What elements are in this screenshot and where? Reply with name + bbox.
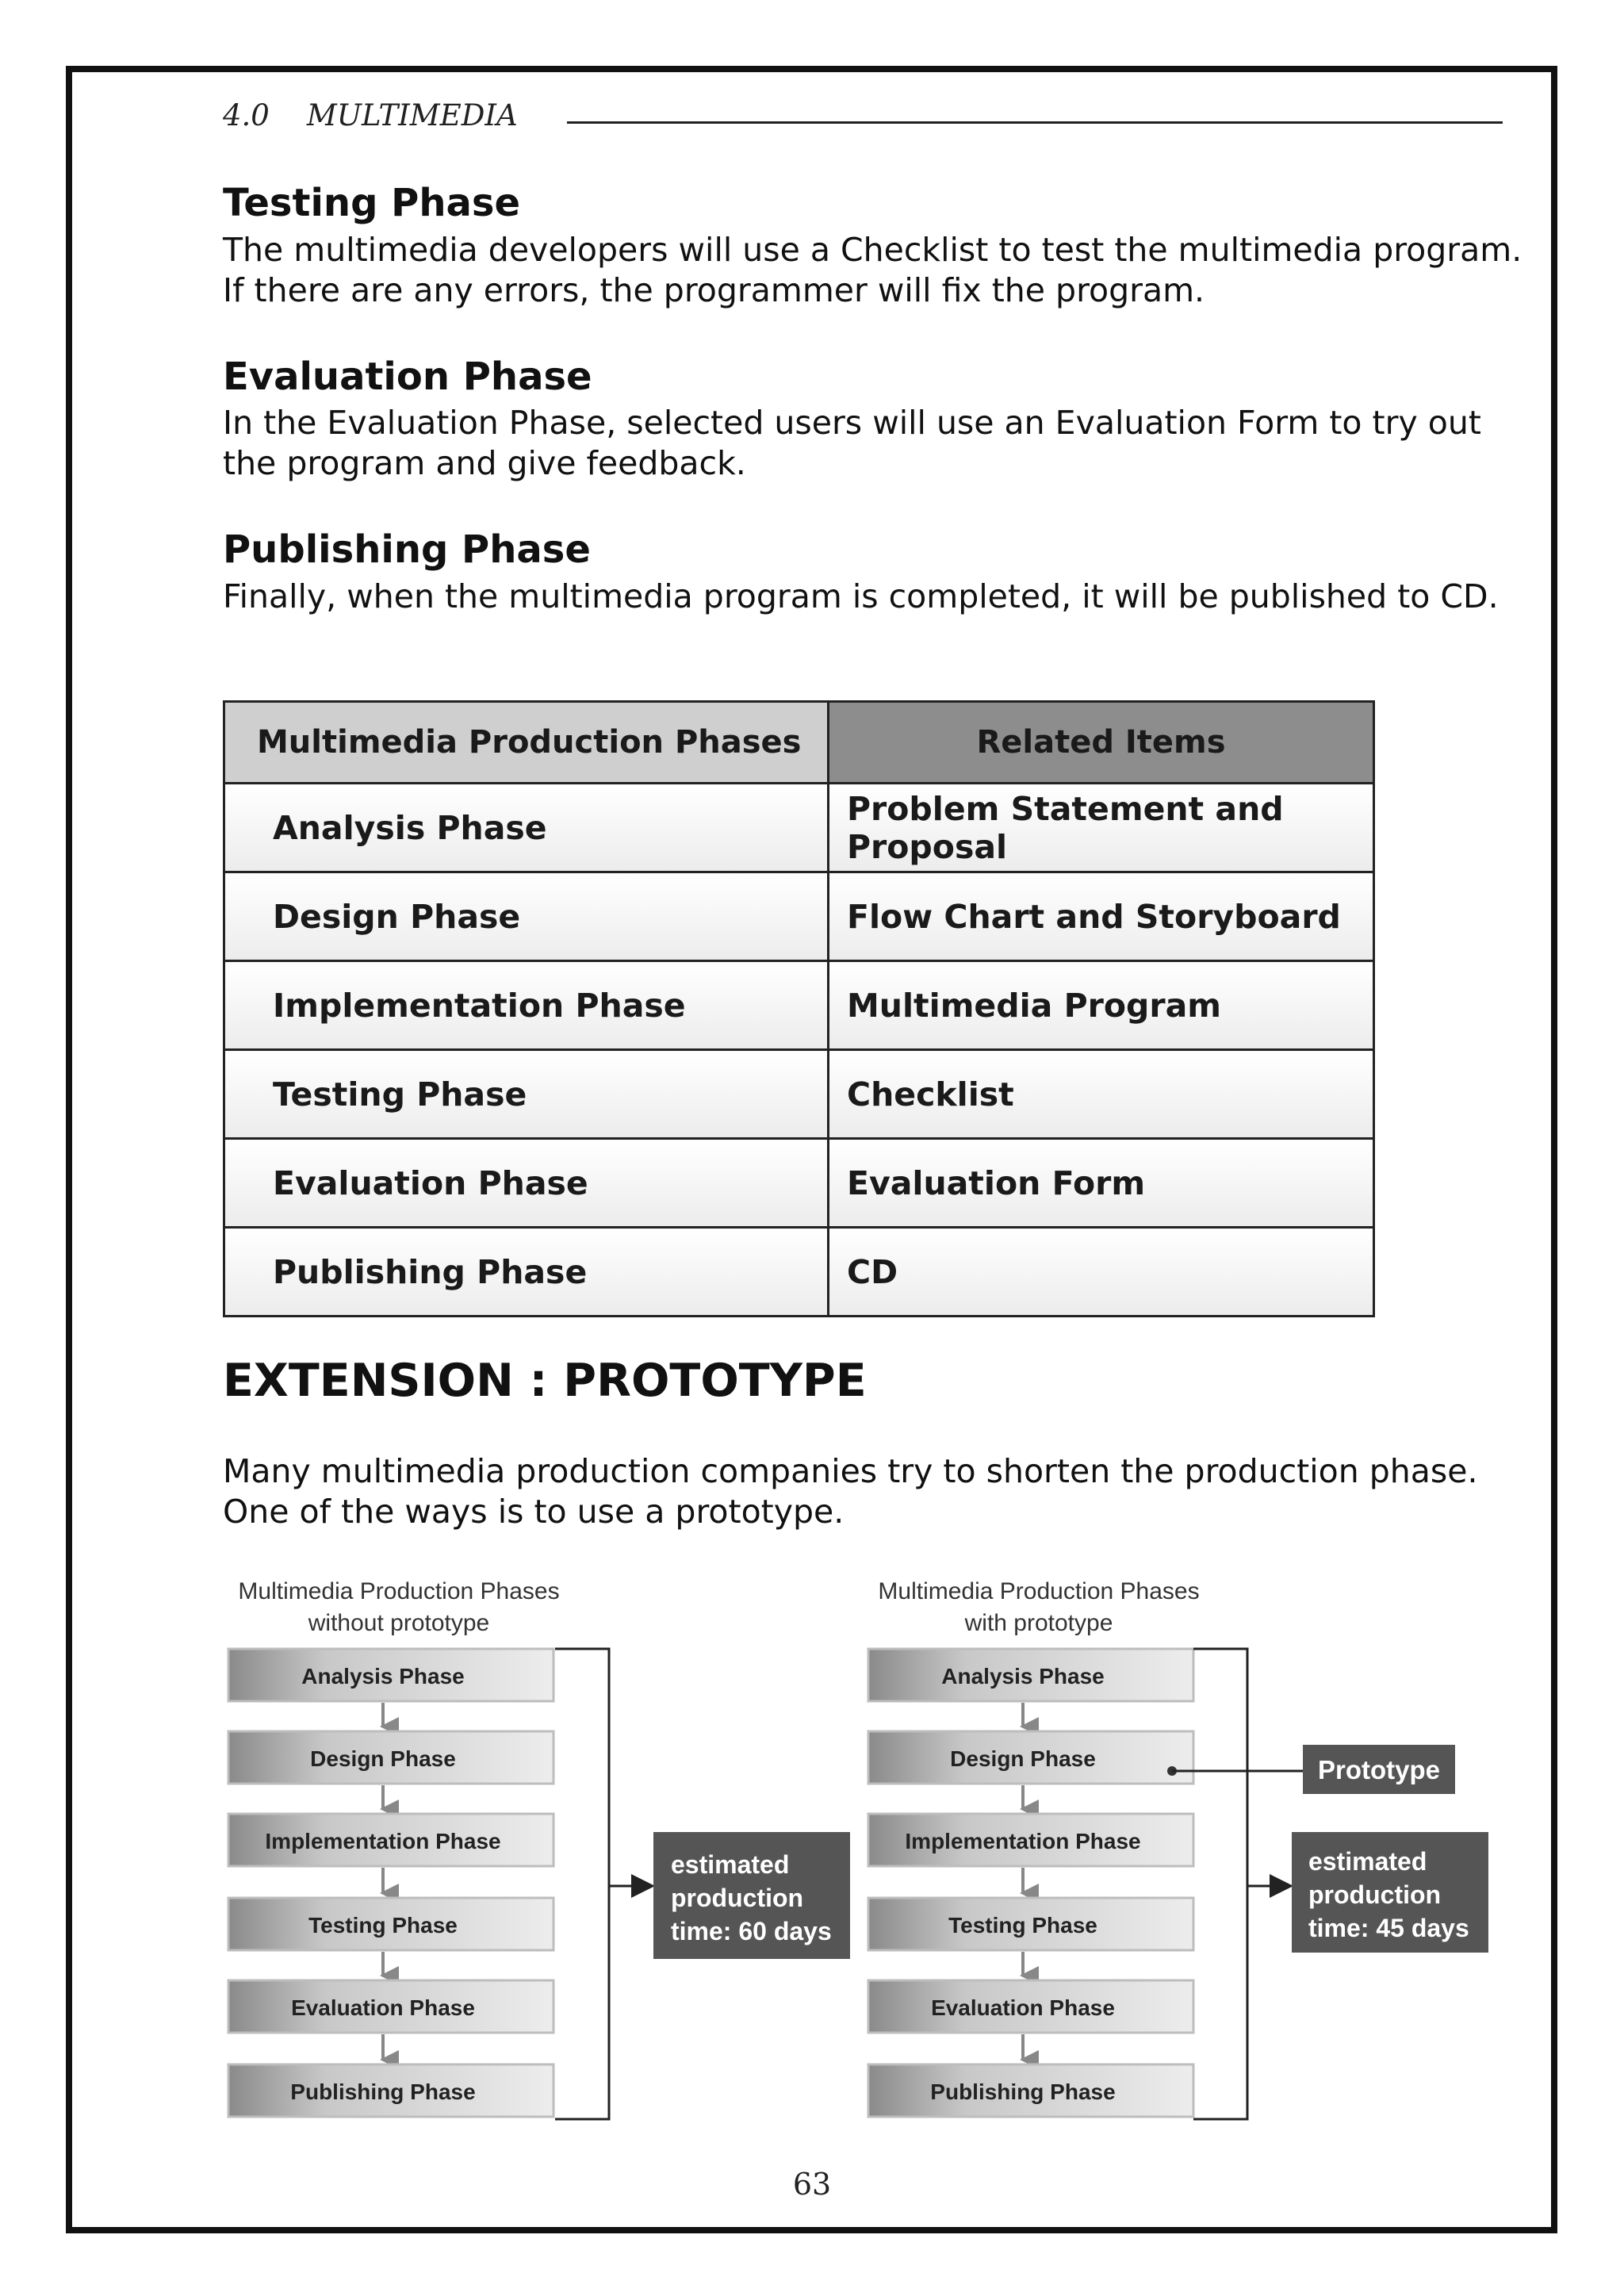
table-cell-item: Evaluation Form (829, 1139, 1374, 1228)
right-estimate-line1: estimated (1308, 1847, 1427, 1876)
right-bracket (1193, 1649, 1247, 2119)
publishing-phase-text: Finally, when the multimedia program is completed, it will be published to CD. (223, 577, 1499, 615)
table-cell-phase: Analysis Phase (224, 784, 829, 872)
publishing-phase-heading: Publishing Phase (223, 527, 591, 572)
right-estimate-line2: production (1308, 1880, 1442, 1909)
running-header: 4.0 MULTIMEDIA (223, 98, 518, 132)
table-cell-item: Checklist (829, 1050, 1374, 1139)
left-bracket (555, 1649, 609, 2119)
left-phase-label: Testing Phase (308, 1913, 458, 1938)
table-cell-item: Flow Chart and Storyboard (829, 872, 1374, 961)
left-flow-group (228, 1578, 850, 2119)
prototype-label: Prototype (1317, 1755, 1441, 1784)
right-flow-group (868, 1578, 1488, 2119)
right-phase-label: Design Phase (950, 1746, 1096, 1771)
page-number: 63 (792, 2167, 832, 2202)
right-phase-label: Analysis Phase (941, 1664, 1105, 1688)
table-header-phases: Multimedia Production Phases (224, 702, 829, 784)
right-phase-label: Testing Phase (948, 1913, 1097, 1938)
left-title-line1: Multimedia Production Phases (238, 1578, 560, 1604)
left-estimate-line1: estimated (671, 1850, 790, 1879)
table-cell-item: Problem Statement and Proposal (829, 784, 1374, 872)
left-estimate-line2: production (671, 1884, 804, 1912)
left-phase-label: Evaluation Phase (291, 1995, 475, 2020)
table-cell-phase: Evaluation Phase (224, 1139, 829, 1228)
right-estimate-line3: time: 45 days (1308, 1914, 1469, 1942)
right-title-line2: with prototype (964, 1610, 1113, 1636)
left-title-line2: without prototype (308, 1610, 490, 1636)
evaluation-phase-text: In the Evaluation Phase, selected users will use an Evaluation Form to try out the program and give feedback. (223, 404, 1481, 482)
evaluation-phase-heading: Evaluation Phase (223, 355, 592, 399)
right-phase-label: Publishing Phase (930, 2079, 1116, 2104)
table-cell-phase: Publishing Phase (224, 1228, 829, 1317)
table-header-items: Related Items (829, 702, 1374, 784)
left-estimate-line3: time: 60 days (671, 1917, 832, 1945)
left-phase-label: Publishing Phase (290, 2079, 476, 2104)
right-phase-label: Implementation Phase (905, 1829, 1141, 1853)
table-cell-phase: Design Phase (224, 872, 829, 961)
table-cell-phase: Implementation Phase (224, 961, 829, 1050)
table-cell-phase: Testing Phase (224, 1050, 829, 1139)
table-cell-item: CD (829, 1228, 1374, 1317)
right-phase-label: Evaluation Phase (931, 1995, 1115, 2020)
left-phase-label: Design Phase (310, 1746, 456, 1771)
testing-phase-heading: Testing Phase (223, 181, 520, 225)
left-phase-label: Implementation Phase (265, 1829, 501, 1853)
left-phase-label: Analysis Phase (301, 1664, 465, 1688)
extension-heading: EXTENSION : PROTOTYPE (223, 1355, 867, 1407)
right-title-line1: Multimedia Production Phases (878, 1578, 1200, 1604)
testing-phase-text: The multimedia developers will use a Checklist to test the multimedia program. If there are any errors, the programmer will fix the program. (223, 231, 1522, 309)
table-cell-item: Multimedia Program (829, 961, 1374, 1050)
extension-text: Many multimedia production companies try to shorten the production phase. One of the ways is to use a prototype. (223, 1452, 1478, 1531)
